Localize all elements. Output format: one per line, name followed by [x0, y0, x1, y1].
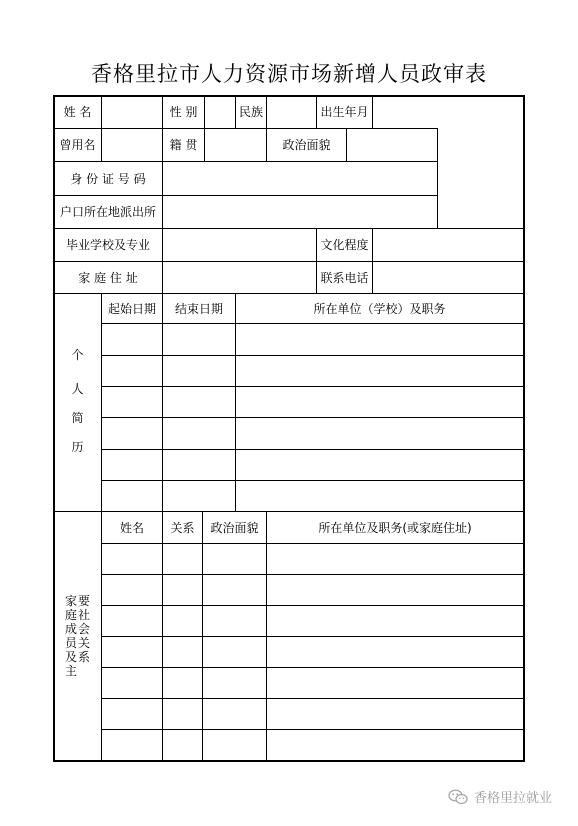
wechat-icon [448, 789, 468, 805]
resume-header-start: 起始日期 [107, 301, 156, 316]
school-major-label: 毕业学校及专业 [65, 238, 150, 252]
hukou-police-label: 户口所在地派出所 [59, 205, 156, 219]
family-side-char: 庭 [64, 608, 77, 622]
col-line [162, 293, 163, 511]
family-header-relation: 关系 [170, 520, 195, 535]
family-side-char: 家 [64, 594, 77, 608]
border-bottom [53, 760, 525, 762]
gender-field[interactable] [205, 96, 235, 128]
family-side-char: 系 [77, 650, 90, 664]
row-line [101, 729, 524, 730]
id-number-label: 身 份 证 号 码 [70, 171, 146, 186]
hukou-police-field[interactable] [163, 196, 437, 228]
col-line [235, 293, 236, 511]
birth-label: 出生年月 [320, 105, 369, 119]
watermark-text: 香格里拉就业 [474, 791, 553, 806]
row-line [101, 543, 524, 544]
id-number-field[interactable] [163, 162, 437, 195]
ethnicity-label: 民族 [238, 105, 263, 119]
row-line [101, 480, 524, 481]
education-label: 文化程度 [320, 238, 369, 252]
political-status-field[interactable] [347, 129, 437, 161]
family-header-unit: 所在单位及职务(或家庭住址) [318, 520, 472, 535]
family-header-political: 政治面貌 [210, 520, 259, 535]
family-side-char: 及 [64, 650, 77, 664]
education-field[interactable] [373, 229, 523, 261]
phone-field[interactable] [373, 262, 523, 293]
name-label: 姓 名 [63, 105, 92, 119]
family-side-char: 关 [77, 636, 90, 650]
resume-header-unit: 所在单位（学校）及职务 [313, 301, 446, 316]
row-line [101, 636, 524, 637]
former-name-field[interactable] [102, 129, 162, 161]
school-major-field[interactable] [163, 229, 316, 261]
phone-label: 联系电话 [320, 270, 369, 285]
row-line [101, 449, 524, 450]
family-side-char: 要 [77, 594, 90, 608]
row-line [101, 355, 524, 356]
col-line [101, 293, 102, 511]
photo-area[interactable] [438, 96, 523, 228]
family-side-char: 主 [64, 664, 77, 678]
resume-side-char: 个 [71, 348, 84, 362]
family-side-char: 会 [77, 622, 90, 636]
row-line [101, 667, 524, 668]
name-field[interactable] [102, 96, 162, 128]
row-line [101, 574, 524, 575]
resume-side-char: 历 [71, 440, 84, 454]
family-side-char: 社 [77, 608, 90, 622]
former-name-label: 曾用名 [59, 138, 96, 152]
resume-header-end: 结束日期 [174, 301, 223, 316]
native-place-label: 籍 贯 [169, 138, 198, 152]
resume-side-char: 简 [71, 411, 84, 425]
home-address-label: 家 庭 住 址 [78, 270, 138, 285]
native-place-field[interactable] [205, 129, 266, 161]
political-status-label: 政治面貌 [282, 138, 331, 152]
border-right [523, 95, 525, 762]
row-line [101, 698, 524, 699]
family-header-name: 姓名 [119, 520, 144, 535]
row-line [101, 386, 524, 387]
home-address-field[interactable] [163, 262, 316, 293]
ethnicity-field[interactable] [267, 96, 316, 128]
gender-label: 性 别 [169, 105, 198, 119]
family-side-char: 员 [64, 636, 77, 650]
birth-field[interactable] [373, 96, 437, 128]
watermark [448, 787, 552, 806]
row-line [101, 605, 524, 606]
family-side-char: 成 [64, 622, 77, 636]
row-line [101, 417, 524, 418]
form-title: 香格里拉市人力资源市场新增人员政审表 [91, 62, 487, 86]
resume-side-char: 人 [71, 382, 84, 396]
row-line [101, 323, 524, 324]
